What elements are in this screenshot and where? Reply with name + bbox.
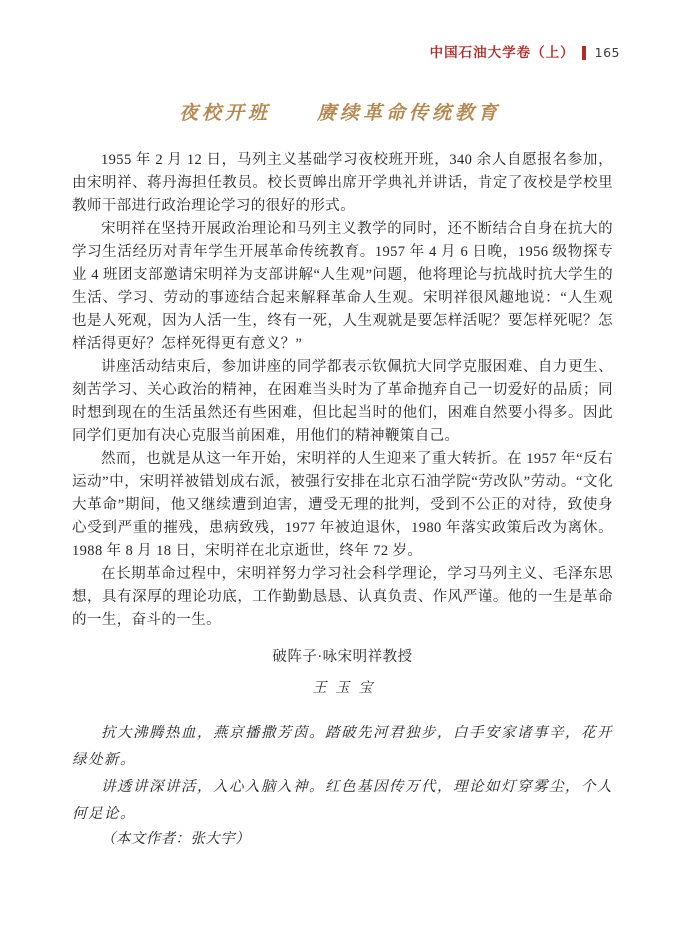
poem-body — [72, 720, 613, 828]
body-paragraph: 1955 年 2 月 12 日，马列主义基础学习夜校班开班，340 余人自愿报名参加，由宋明祥、蒋丹海担任教员。校长贾皞出席开学典礼并讲话，肯定了夜校是学校里教师干部进行政治理论学习的很好的形式。 — [72, 152, 613, 214]
body-paragraph: 讲座活动结束后，参加讲座的同学都表示钦佩抗大同学克服困难、自力更生、刻苦学习、关心政治的精神，在困难当头时为了革命抛弃自己一切爱好的品质；同时想到现在的生活虽然还有些困难，但比起当时的他们，困难自然要小得多。因此同学们更加有决心克服当前困难，用他们的精神鞭策自己。 — [72, 359, 613, 444]
body-paragraph: 然而，也就是从这一年开始，宋明祥的人生迎来了重大转折。在 1957 年“反右运动”中，宋明祥被错划成右派，被强行安排在北京石油学院“劳改队”劳动。“文化大革命”期间，他又继续遭到迫害，遭受无理的批判，受到不公正的对待，致使身心受到严重的摧残，患病致残，1977 年被迫退休，1980 年落实政策后改为离休。1988 年 8 月 18 日，宋明祥在北京逝世，终年 72 岁。 — [72, 451, 613, 559]
article-body — [72, 149, 613, 851]
poem-stanza: 讲透讲深讲活，入心入脑入神。红色基因传万代，理论如灯穿雾尘，个人何足论。 — [72, 779, 613, 822]
header-divider-bar — [582, 46, 586, 60]
header-page-number: 165 — [594, 45, 620, 60]
poem-stanza: 抗大沸腾热血，燕京播撒芳茵。踏破先河君独步，白手安家诸事辛，花开绿处新。 — [72, 725, 613, 768]
header-book-title: 中国石油大学卷（上） — [429, 45, 575, 60]
body-paragraph: 在长期革命过程中，宋明祥努力学习社会科学理论，学习马列主义、毛泽东思想，具有深厚的理论功底，工作勤勤恳恳、认真负责、作风严谨。他的一生是革命的一生，奋斗的一生。 — [72, 566, 613, 628]
poem-author: 王玉宝 — [312, 681, 382, 696]
attribution: （本文作者：张大宇） — [101, 831, 250, 847]
body-paragraph: 宋明祥在坚持开展政治理论和马列主义教学的同时，还不断结合自身在抗大的学习生活经历对青年学生开展革命传统教育。1957 年 4 月 6 日晚，1956 级物探专业 4 班团支部邀请宋明祥为支部讲解“人生观”问题，他将理论与抗战时抗大学生的生活、学习、劳动的事迹结合起来解释革命人生观。宋明祥很风趣地说：“人生观也是人死观，因为人活一生，终有一死，人生观就是要怎样活呢？要怎样死呢？怎样活得更好？怎样死得更有意义？” — [72, 221, 613, 352]
running-header — [70, 44, 620, 61]
poem-title: 破阵子·咏宋明祥教授 — [272, 649, 413, 665]
article-title: 夜校开班 赓续革命传统教育 — [178, 103, 501, 124]
